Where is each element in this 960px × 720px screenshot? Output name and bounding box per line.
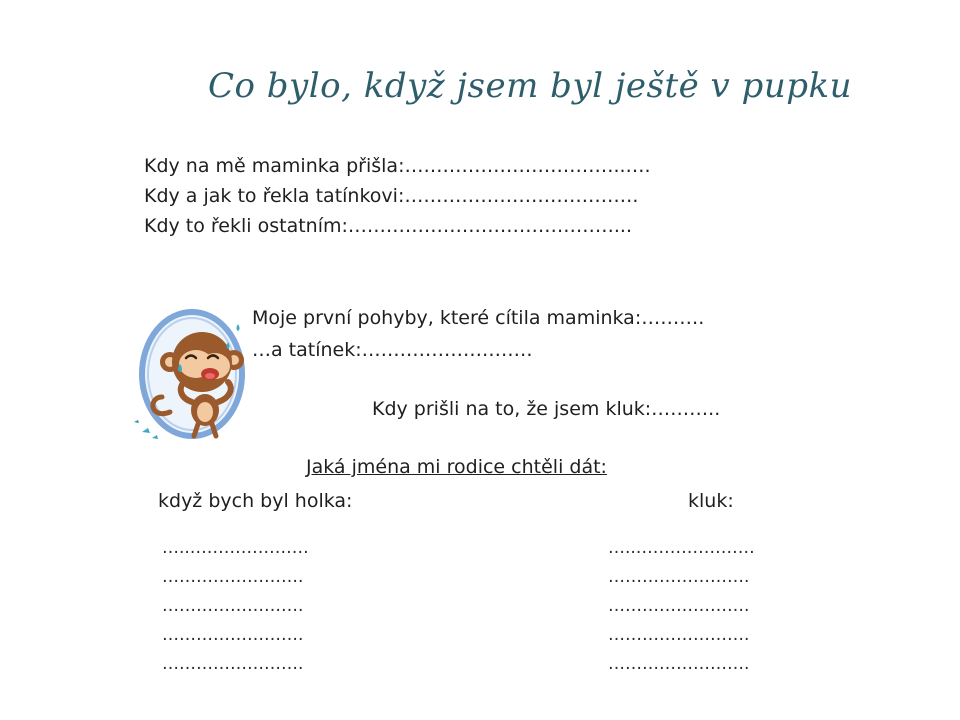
question-mother-found-out: Kdy na mě maminka přišla:……………………………..….: [144, 155, 651, 177]
girl-name-line: …………………….: [162, 596, 304, 616]
boy-name-line: …………………….: [608, 567, 750, 587]
names-heading: Jaká jména mi rodice chtěli dát:: [306, 456, 607, 478]
laughing-monkey-icon: [130, 302, 265, 442]
girl-name-line: …………………….: [162, 654, 304, 674]
girl-name-line: …………………….: [162, 625, 304, 645]
girl-name-line: …………………….: [162, 567, 304, 587]
boy-name-line: …………………….: [608, 654, 750, 674]
page-title: Co bylo, když jsem byl ještě v pupku: [208, 66, 852, 106]
question-told-father: Kdy a jak to řekla tatínkovi:……………………………….: [144, 185, 639, 207]
girl-names-list: [162, 534, 309, 679]
boy-names-label: kluk:: [688, 490, 734, 512]
boy-names-list: [608, 534, 755, 679]
pregnancy-questions: [144, 151, 651, 241]
question-told-others: Kdy to řekli ostatním:……………………………………...: [144, 215, 633, 237]
question-found-out-boy: Kdy prišli na to, že jsem kluk:………..: [372, 398, 721, 420]
boy-name-line: …………………….: [608, 625, 750, 645]
boy-name-line: …………………….: [608, 596, 750, 616]
girl-names-label: když bych byl holka:: [158, 490, 353, 512]
girl-name-line: …..…………………: [162, 538, 309, 558]
boy-name-line: …..…………………: [608, 538, 755, 558]
question-first-movements-mother: Moje první pohyby, které cítila maminka:……….: [252, 307, 705, 329]
question-first-movements-father: …a tatínek:………………………: [252, 339, 533, 361]
